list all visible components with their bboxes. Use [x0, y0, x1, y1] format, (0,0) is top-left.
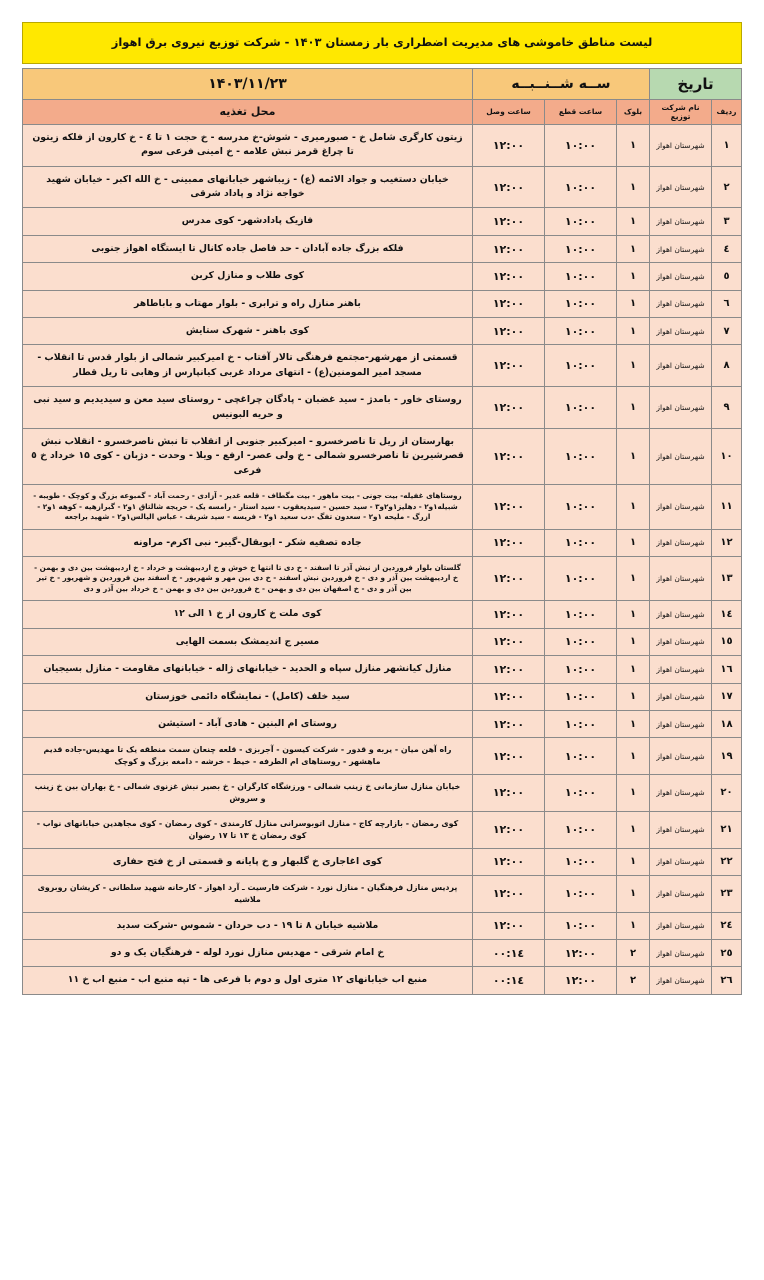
cell-feed-location: قسمتی از مهرشهر-مجتمع فرهنگی تالار آفتاب - خ امیرکبیر شمالی از بلوار قدس تا انقلاب - مسجد امیر المومنین(ع) - انتهای مرداد غربی کیانپارس از وهابی تا ریل قطار	[23, 345, 473, 387]
cell-off-time: ۱۰:۰۰	[545, 848, 617, 875]
cell-off-time: ۱۲:۰۰	[545, 940, 617, 967]
cell-on-time: ۱۲:۰۰	[472, 912, 544, 939]
table-row	[23, 485, 742, 529]
cell-on-time: ۱۲:۰۰	[472, 208, 544, 235]
cell-company: شهرستان اهواز	[650, 738, 712, 775]
cell-off-time: ۱۰:۰۰	[545, 290, 617, 317]
cell-row-number: ۱۹	[712, 738, 742, 775]
table-row	[23, 967, 742, 994]
cell-off-time: ۱۰:۰۰	[545, 738, 617, 775]
cell-block: ۱	[617, 683, 650, 710]
cell-off-time: ۱۰:۰۰	[545, 529, 617, 556]
cell-row-number: ۱	[712, 124, 742, 166]
cell-off-time: ۱۰:۰۰	[545, 485, 617, 529]
cell-row-number: ۲٦	[712, 967, 742, 994]
cell-on-time: ۱۲:۰۰	[472, 738, 544, 775]
table-row	[23, 557, 742, 601]
cell-row-number: ۲٤	[712, 912, 742, 939]
cell-feed-location: باهنر منازل راه و ترابری - بلوار مهتاب و باباطاهر	[23, 290, 473, 317]
cell-feed-location: گلستان بلوار فروردین از نبش آذر تا اسفند - خ دی تا انتها خ خوش و خ اردیبهشت و خرداد - خ اردیبهشت بین دی و بهمن - خ اردیبهشت بین آذر و دی - خ فروردین نبش اسفند - خ دی بین مهر و شهریور - خ اسفند بین فروردین و شهریور - خ تیر بین آذر و دی - خ اصفهان بین دی و بهمن - خ فروردین بین دی و بهمن - خ خرداد بین آذر و دی	[23, 557, 473, 601]
cell-block: ۱	[617, 235, 650, 262]
cell-off-time: ۱۰:۰۰	[545, 656, 617, 683]
cell-row-number: ۱۳	[712, 557, 742, 601]
table-row	[23, 683, 742, 710]
cell-row-number: ۳	[712, 208, 742, 235]
cell-company: شهرستان اهواز	[650, 557, 712, 601]
cell-feed-location: منازل کیانشهر منازل سپاه و الحدید - خیابانهای ژاله - خیابانهای مقاومت - منازل بسیجیان	[23, 656, 473, 683]
table-row	[23, 235, 742, 262]
cell-company: شهرستان اهواز	[650, 290, 712, 317]
cell-row-number: ۲۰	[712, 775, 742, 812]
weekday-cell: ســه شــنــبــه	[472, 68, 649, 99]
table-row	[23, 848, 742, 875]
cell-on-time: ۱۲:۰۰	[472, 848, 544, 875]
col-header-company: نام شرکت توزیع	[650, 99, 712, 124]
outage-table	[22, 68, 742, 995]
cell-company: شهرستان اهواز	[650, 811, 712, 848]
cell-row-number: ۹	[712, 387, 742, 429]
cell-block: ۱	[617, 290, 650, 317]
cell-on-time: ۱۲:۰۰	[472, 166, 544, 208]
cell-company: شهرستان اهواز	[650, 429, 712, 485]
cell-off-time: ۱۰:۰۰	[545, 628, 617, 655]
cell-block: ۲	[617, 940, 650, 967]
cell-feed-location: جاده تصفیه شکر - ابوبقال-گیبر- نبی اکرم- مراونه	[23, 529, 473, 556]
cell-off-time: ۱۰:۰۰	[545, 166, 617, 208]
table-body	[23, 124, 742, 994]
cell-row-number: ۱٥	[712, 628, 742, 655]
cell-row-number: ۲٥	[712, 940, 742, 967]
cell-company: شهرستان اهواز	[650, 940, 712, 967]
cell-company: شهرستان اهواز	[650, 124, 712, 166]
cell-feed-location: بهارستان از ریل تا ناصرخسرو - امیرکبیر جنوبی از انقلاب تا نبش ناصرخسرو - انقلاب نبش قصرشیرین تا ناصرخسرو شمالی - خ ولی عصر- ارفع - ویلا - وحدت - دژبان - کوی ۱۵ خرداد خ ٥ فرعی	[23, 429, 473, 485]
date-header-row	[23, 68, 742, 99]
cell-feed-location: زیتون کارگری شامل خ - صبورمیری - شوش-خ مدرسه - خ حجت ۱ تا ٤ - خ کارون از فلکه زیتون تا چراغ قرمز نبش علامه - خ امینی فرعی سوم	[23, 124, 473, 166]
table-row	[23, 710, 742, 737]
cell-row-number: ۱٤	[712, 601, 742, 628]
date-value-cell: ۱۴۰۳/۱۱/۲۳	[23, 68, 473, 99]
cell-on-time: ۱۲:۰۰	[472, 628, 544, 655]
table-row	[23, 263, 742, 290]
cell-off-time: ۱۰:۰۰	[545, 557, 617, 601]
cell-off-time: ۱۰:۰۰	[545, 875, 617, 912]
table-row	[23, 738, 742, 775]
cell-off-time: ۱۰:۰۰	[545, 318, 617, 345]
cell-row-number: ۲۱	[712, 811, 742, 848]
cell-block: ۱	[617, 875, 650, 912]
cell-on-time: ۱۲:۰۰	[472, 601, 544, 628]
cell-company: شهرستان اهواز	[650, 318, 712, 345]
table-row	[23, 912, 742, 939]
cell-row-number: ۱۷	[712, 683, 742, 710]
table-row	[23, 775, 742, 812]
cell-block: ۱	[617, 485, 650, 529]
cell-feed-location: پردیس منازل فرهنگیان - منازل نورد - شرکت فارسیت ـ آرد اهواز - کارخانه شهید سلطانی - کریشان روبروی ملاشیه	[23, 875, 473, 912]
cell-block: ۱	[617, 601, 650, 628]
cell-block: ۱	[617, 775, 650, 812]
cell-block: ۱	[617, 557, 650, 601]
cell-feed-location: فلکه بزرگ جاده آبادان - حد فاصل جاده کانال تا ایستگاه اهواز جنوبی	[23, 235, 473, 262]
table-row	[23, 124, 742, 166]
date-label-cell: تاریخ	[650, 68, 742, 99]
table-row	[23, 940, 742, 967]
table-row	[23, 387, 742, 429]
col-header-row-number: ردیف	[712, 99, 742, 124]
cell-feed-location: کوی ملت خ کارون از خ ۱ الی ۱۲	[23, 601, 473, 628]
col-header-off-time: ساعت قطع	[545, 99, 617, 124]
cell-on-time: ۱۲:۰۰	[472, 290, 544, 317]
cell-on-time: ۱۲:۰۰	[472, 683, 544, 710]
cell-block: ۱	[617, 738, 650, 775]
cell-block: ۱	[617, 656, 650, 683]
cell-off-time: ۱۰:۰۰	[545, 775, 617, 812]
cell-company: شهرستان اهواز	[650, 485, 712, 529]
cell-row-number: ۲	[712, 166, 742, 208]
cell-block: ۱	[617, 710, 650, 737]
table-row	[23, 875, 742, 912]
table-row	[23, 345, 742, 387]
cell-row-number: ٦	[712, 290, 742, 317]
table-row	[23, 208, 742, 235]
cell-row-number: ۲۳	[712, 875, 742, 912]
table-row	[23, 429, 742, 485]
cell-block: ۱	[617, 387, 650, 429]
cell-row-number: ۱۰	[712, 429, 742, 485]
cell-feed-location: کوی اغاجاری خ گلبهار و خ پایانه و قسمتی از خ فتح حفاری	[23, 848, 473, 875]
cell-on-time: ۱٤:۰۰	[472, 940, 544, 967]
table-row	[23, 811, 742, 848]
cell-on-time: ۱۲:۰۰	[472, 387, 544, 429]
cell-on-time: ۱۲:۰۰	[472, 875, 544, 912]
cell-on-time: ۱۲:۰۰	[472, 656, 544, 683]
cell-on-time: ۱۲:۰۰	[472, 263, 544, 290]
cell-company: شهرستان اهواز	[650, 601, 712, 628]
cell-off-time: ۱۰:۰۰	[545, 912, 617, 939]
cell-row-number: ٥	[712, 263, 742, 290]
cell-on-time: ۱۲:۰۰	[472, 124, 544, 166]
cell-company: شهرستان اهواز	[650, 775, 712, 812]
col-header-block: بلوک	[617, 99, 650, 124]
cell-on-time: ۱۲:۰۰	[472, 710, 544, 737]
cell-row-number: ۷	[712, 318, 742, 345]
cell-block: ۱	[617, 208, 650, 235]
cell-row-number: ۱۸	[712, 710, 742, 737]
cell-block: ۱	[617, 628, 650, 655]
cell-company: شهرستان اهواز	[650, 166, 712, 208]
cell-on-time: ۱۲:۰۰	[472, 429, 544, 485]
cell-block: ۲	[617, 967, 650, 994]
cell-on-time: ۱٤:۰۰	[472, 967, 544, 994]
table-row	[23, 290, 742, 317]
cell-block: ۱	[617, 529, 650, 556]
cell-feed-location: کوی باهنر - شهرک ستایش	[23, 318, 473, 345]
cell-on-time: ۱۲:۰۰	[472, 345, 544, 387]
cell-feed-location: روستای ام البنین - هادی آباد - استیشن	[23, 710, 473, 737]
table-row	[23, 166, 742, 208]
column-header-row	[23, 99, 742, 124]
cell-block: ۱	[617, 811, 650, 848]
cell-feed-location: خیابان منازل سازمانی خ زینب شمالی - ورزشگاه کارگران - خ بصیر نبش غزنوی شمالی - خ بهاران بین خ زینب و سروش	[23, 775, 473, 812]
cell-block: ۱	[617, 912, 650, 939]
cell-block: ۱	[617, 166, 650, 208]
cell-company: شهرستان اهواز	[650, 912, 712, 939]
cell-feed-location: خ امام شرقی - مهدیس منازل نورد لوله - فرهنگیان یک و دو	[23, 940, 473, 967]
cell-feed-location: مسیر ج اندیمشک بسمت الهایی	[23, 628, 473, 655]
cell-row-number: ۲۲	[712, 848, 742, 875]
table-header	[23, 68, 742, 124]
cell-company: شهرستان اهواز	[650, 656, 712, 683]
page-title: لیست مناطق خاموشی های مدیریت اضطراری بار زمستان ۱۴۰۳ - شرکت توزیع نیروی برق اهواز	[22, 22, 742, 64]
cell-feed-location: منبع اب خیابانهای ۱۲ متری اول و دوم با فرعی ها - تپه منبع اب - منبع اب خ ۱۱	[23, 967, 473, 994]
cell-off-time: ۱۰:۰۰	[545, 124, 617, 166]
table-row	[23, 318, 742, 345]
cell-off-time: ۱۰:۰۰	[545, 263, 617, 290]
table-row	[23, 601, 742, 628]
cell-company: شهرستان اهواز	[650, 263, 712, 290]
cell-block: ۱	[617, 345, 650, 387]
cell-off-time: ۱۰:۰۰	[545, 429, 617, 485]
cell-row-number: ۱۲	[712, 529, 742, 556]
cell-block: ۱	[617, 124, 650, 166]
cell-company: شهرستان اهواز	[650, 529, 712, 556]
cell-off-time: ۱۰:۰۰	[545, 601, 617, 628]
cell-off-time: ۱۰:۰۰	[545, 345, 617, 387]
table-row	[23, 628, 742, 655]
cell-feed-location: سید خلف (کامل) - نمایشگاه دائمی خوزستان	[23, 683, 473, 710]
cell-on-time: ۱۲:۰۰	[472, 775, 544, 812]
table-row	[23, 656, 742, 683]
cell-company: شهرستان اهواز	[650, 345, 712, 387]
cell-company: شهرستان اهواز	[650, 710, 712, 737]
col-header-on-time: ساعت وصل	[472, 99, 544, 124]
cell-on-time: ۱۲:۰۰	[472, 811, 544, 848]
cell-company: شهرستان اهواز	[650, 208, 712, 235]
cell-feed-location: راه آهن میان - یربه و قدور - شرکت کیسون - آجربزی - قلعه چنعان سمت منطقه یک تا مهدیس-جاده قدیم ماهشهر - روستاهای ام الطرفه - خیط - خرشه - دامغه بزرگ و کوچک	[23, 738, 473, 775]
cell-feed-location: خیابان دستغیب و جواد الائمه (ع) - زیباشهر خیابانهای ممبینی - خ الله اکبر - خیابان شهید خواجه نژاد و پاداد شرقی	[23, 166, 473, 208]
cell-feed-location: کوی رمضان - بازارچه کاج - منازل اتوبوسرانی منازل کارمندی - کوی رمضان - کوی مجاهدین خیابانهای نواب - کوی رمضان خ ۱۳ تا ۱۷ رضوان	[23, 811, 473, 848]
cell-off-time: ۱۰:۰۰	[545, 387, 617, 429]
cell-company: شهرستان اهواز	[650, 628, 712, 655]
cell-row-number: ۸	[712, 345, 742, 387]
cell-off-time: ۱۰:۰۰	[545, 710, 617, 737]
cell-feed-location: ملاشیه خیابان ۸ تا ۱۹ - دب حردان - شموس -شرکت سدید	[23, 912, 473, 939]
cell-on-time: ۱۲:۰۰	[472, 318, 544, 345]
cell-on-time: ۱۲:۰۰	[472, 557, 544, 601]
cell-off-time: ۱۰:۰۰	[545, 235, 617, 262]
cell-off-time: ۱۲:۰۰	[545, 967, 617, 994]
cell-company: شهرستان اهواز	[650, 875, 712, 912]
cell-feed-location: کوی طلاب و منازل کربن	[23, 263, 473, 290]
cell-block: ۱	[617, 318, 650, 345]
cell-company: شهرستان اهواز	[650, 235, 712, 262]
cell-company: شهرستان اهواز	[650, 967, 712, 994]
cell-block: ۱	[617, 263, 650, 290]
cell-row-number: ۱٦	[712, 656, 742, 683]
cell-feed-location: روستاهای غفیله- بیت جونی - بیت ماهور - بیت مگطاف - قلعه غدیر - آزادی - رحمت آباد - گمبوعه بزرگ و کوچک - طویبه - شبیله۱و۲ - دهلیز۱و۲و۳ - سید حسین - سیدیعقوب - سید استار - رامسه یک - حریجه شالتاق ۱و۲ - گبرازهیه - کوهه ۱و۲ - ازرگ - ملیحه ۱و۲ - سعدون تفگ -دب سعید ۱و۲ - فریسه - سید شریف - عباس الیالس۱و۲ - شهید براجعه	[23, 485, 473, 529]
cell-company: شهرستان اهواز	[650, 848, 712, 875]
cell-block: ۱	[617, 848, 650, 875]
cell-company: شهرستان اهواز	[650, 387, 712, 429]
cell-company: شهرستان اهواز	[650, 683, 712, 710]
col-header-feed-location: محل تغذیه	[23, 99, 473, 124]
cell-on-time: ۱۲:۰۰	[472, 235, 544, 262]
table-row	[23, 529, 742, 556]
cell-off-time: ۱۰:۰۰	[545, 208, 617, 235]
cell-row-number: ۱۱	[712, 485, 742, 529]
cell-off-time: ۱۰:۰۰	[545, 811, 617, 848]
cell-feed-location: روستای خاور - بامدژ - سید غضبان - پادگان چراغچی - روستای سید معن و سیدیدیم و سید نبی و حریه البونیس	[23, 387, 473, 429]
cell-on-time: ۱۲:۰۰	[472, 485, 544, 529]
cell-block: ۱	[617, 429, 650, 485]
cell-off-time: ۱۰:۰۰	[545, 683, 617, 710]
cell-feed-location: فازیک پادادشهر- کوی مدرس	[23, 208, 473, 235]
cell-row-number: ٤	[712, 235, 742, 262]
cell-on-time: ۱۲:۰۰	[472, 529, 544, 556]
